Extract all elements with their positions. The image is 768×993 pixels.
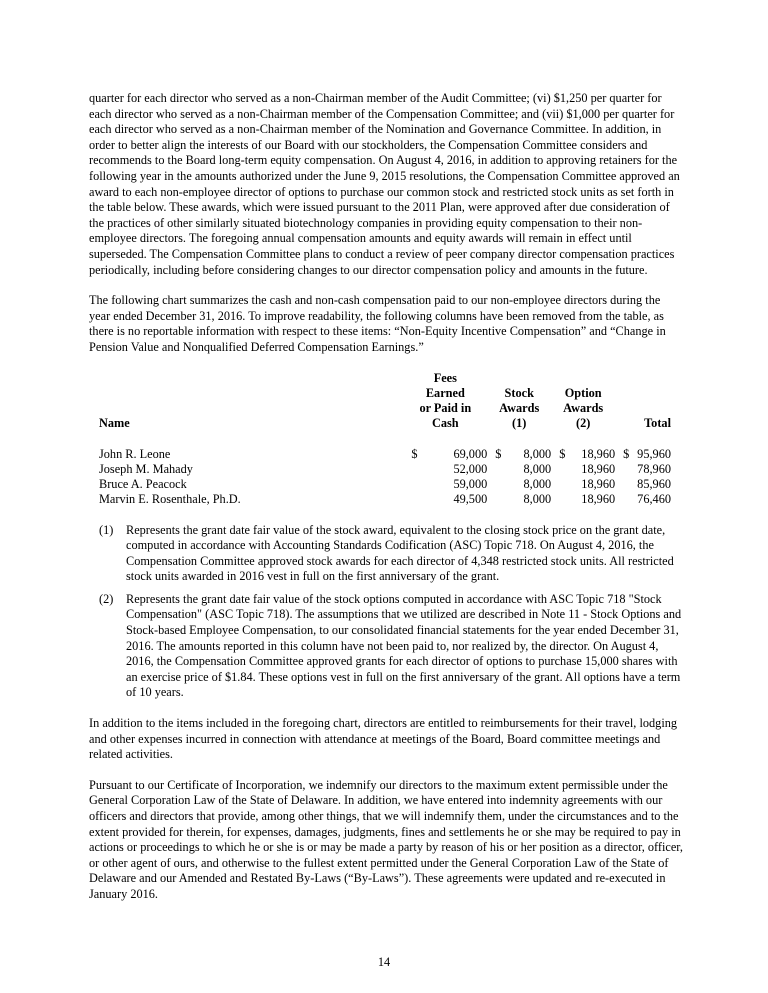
paragraph-compensation: quarter for each director who served as a non-Chairman member of the Audit Committee; (vi) $1,250 per quarter for each director who served as a non-Chairman member of the Compensation Committee; and (vii) $1,000 per quarter for each director who served as a non-Chairman member of the Nomination and Governance Committee. In addition, in order to better align the interests of our Board with our stockholders, the Compensation Committee considers and recommends to the Board long-term equity compensation. On August 4, 2016, in addition to approving retainers for the following year in the amounts authorized under the June 9, 2015 resolutions, the Compensation Committee approved an award to each non-employee director of options to purchase our common stock and restricted stock units as set forth in the table below. These awards, which were issued pursuant to the 2011 Plan, were approved after due consideration of the practices of other similarly situated biotechnology companies in providing equity compensation to their non-employee directors. The foregoing annual compensation amounts and equity awards will remain in effect until superseded. The Compensation Committee plans to conduct a review of peer company director compensation practices periodically, including before considering changes to our director compensation policy and amounts in the future. <box>89 91 680 277</box>
footnote-text: Represents the grant date fair value of the stock options computed in accordance with ASC Topic 718 "Stock Compensation" (ASC Topic 718). The assumptions that we utilized are described in Note 11 - Stock Options and Stock-based Employee Compensation, to our consolidated financial statements for the year ended December 31, 2016. The amounts reported in this column have not been paid to, nor realized by, the director. On August 4, 2016, the Compensation Committee approved grants for each director of options to purchase 15,000 shares with an exercise price of $1.84. These options vest in full on the first anniversary of the grant. All options have a term of 10 years. <box>126 591 682 700</box>
header-fees-line: Earned <box>425 385 465 400</box>
document-page <box>89 91 683 903</box>
currency-symbol: $ <box>559 446 566 461</box>
paragraph-chart-intro: The following chart summarizes the cash and non-cash compensation paid to our non-employee directors during the year ended December 31, 2016. To improve readability, the following columns have been removed from the table, as there is no reportable information with respect to these items: “Non-Equity Incentive Compensation” and “Change in Pension Value and Nonqualified Deferred Compensation Earnings.” <box>89 293 666 354</box>
option-value: 18,960 <box>581 491 616 506</box>
total-value: 95,960 <box>637 446 671 461</box>
header-fees-line: Fees <box>433 370 457 385</box>
header-fees <box>403 371 487 431</box>
header-option-line: Option <box>564 385 602 400</box>
table-header-row <box>99 371 671 431</box>
table-row <box>99 477 671 492</box>
director-name: Joseph M. Mahady <box>99 461 193 476</box>
table-row <box>99 492 671 507</box>
table-row <box>99 462 671 477</box>
stock-value: 8,000 <box>523 461 552 476</box>
header-option-line: (2) <box>575 415 591 430</box>
stock-value: 8,000 <box>523 446 552 461</box>
director-name: Bruce A. Peacock <box>99 476 187 491</box>
option-value: 18,960 <box>581 446 616 461</box>
header-stock-line: Awards <box>499 400 540 415</box>
footnote <box>89 523 683 585</box>
header-fees-line: Cash <box>431 415 459 430</box>
director-name: Marvin E. Rosenthale, Ph.D. <box>99 491 241 506</box>
total-value: 76,460 <box>637 491 671 506</box>
director-name: John R. Leone <box>99 446 171 461</box>
header-stock-line: Stock <box>504 385 534 400</box>
total-value: 85,960 <box>637 476 671 491</box>
option-value: 18,960 <box>581 461 616 476</box>
stock-value: 8,000 <box>523 491 552 506</box>
stock-value: 8,000 <box>523 476 552 491</box>
total-value: 78,960 <box>637 461 671 476</box>
header-stock <box>487 371 551 431</box>
footnotes <box>89 523 683 702</box>
fees-value: 49,500 <box>453 491 488 506</box>
header-name: Name <box>99 415 130 430</box>
footnote-marker: (1) <box>99 522 114 537</box>
fees-value: 69,000 <box>453 446 488 461</box>
director-compensation-table <box>99 371 671 507</box>
table-row <box>99 447 671 462</box>
currency-symbol: $ <box>495 446 502 461</box>
currency-symbol: $ <box>411 446 418 461</box>
footnote-text: Represents the grant date fair value of the stock award, equivalent to the closing stock price on the grant date, computed in accordance with Accounting Standards Codification (ASC) Topic 718. On August 4, 2016, the Compensation Committee approved stock awards for each director of 4,348 restricted stock units. All restricted stock units awarded in 2016 vest in full on the first anniversary of the grant. <box>126 522 674 584</box>
footnote <box>89 592 683 701</box>
paragraph-reimbursements: In addition to the items included in the foregoing chart, directors are entitled to reimbursements for their travel, lodging and other expenses incurred in connection with attendance at meetings of the Board, Board committee meetings and related activities. <box>89 716 678 762</box>
option-value: 18,960 <box>581 476 616 491</box>
header-option <box>551 371 615 431</box>
footnote-marker: (2) <box>99 591 114 606</box>
header-fees-line: or Paid in <box>419 400 472 415</box>
fees-value: 59,000 <box>453 476 488 491</box>
page-number: 14 <box>377 955 391 969</box>
header-stock-line: (1) <box>512 415 527 430</box>
header-option-line: Awards <box>563 400 604 415</box>
fees-value: 52,000 <box>453 461 488 476</box>
header-total: Total <box>644 415 671 430</box>
paragraph-indemnification: Pursuant to our Certificate of Incorporation, we indemnify our directors to the maximum extent permissible under the General Corporation Law of the State of Delaware. In addition, we have entered into indemnity agreements with our officers and directors that provide, among other things, that we will indemnify them, under the circumstances and to the extent provided for therein, for expenses, damages, judgments, fines and settlements he or she may be required to pay in actions or proceedings to which he or she is or may be made a party by reason of his or her position as a director, officer, or other agent of ours, and otherwise to the fullest extent permitted under the General Corporation Law of the State of Delaware and our Amended and Restated By-Laws (“By-Laws”). These agreements were updated and re-executed in January 2016. <box>89 777 683 901</box>
currency-symbol: $ <box>623 446 630 461</box>
